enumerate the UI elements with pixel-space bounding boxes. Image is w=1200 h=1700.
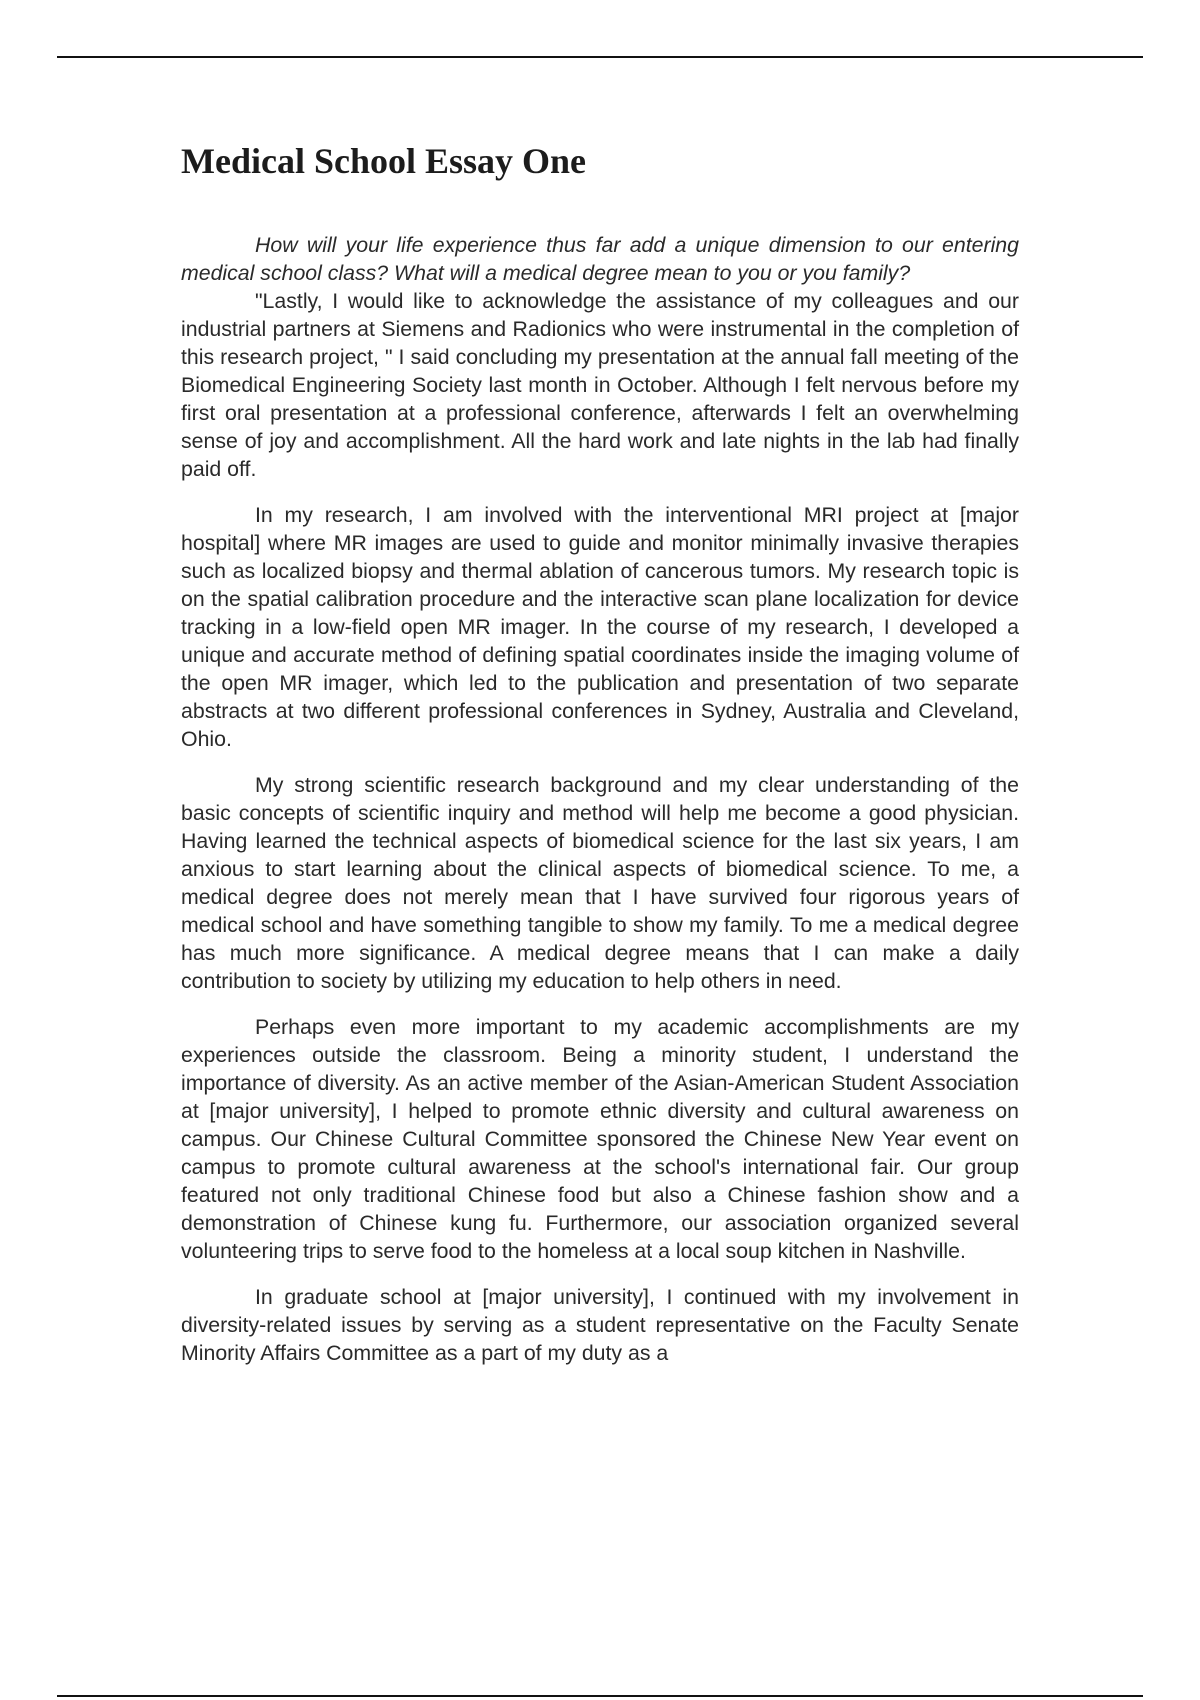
document-title: Medical School Essay One [181, 141, 587, 181]
paragraph-4: Perhaps even more important to my academic accomplishments are my experiences outside the classroom. Being a minority student, I understand the importance of diversity. As an active member of the Asian-American Student Association at [major university], I helped to promote ethnic diversity and cultural awareness on campus. Our Chinese Cultural Committee sponsored the Chinese New Year event on campus to promote cultural awareness at the school's international fair. Our group featured not only traditional Chinese food but also a Chinese fashion show and a demonstration of Chinese kung fu. Furthermore, our association organized several volunteering trips to serve food to the homeless at a local soup kitchen in Nashville. [181, 1015, 1019, 1264]
paragraph-5: In graduate school at [major university], I continued with my involvement in diversity-related issues by serving as a student representative on the Faculty Senate Minority Affairs Committee as a part of my duty as a [181, 1285, 1019, 1366]
essay-prompt: How will your life experience thus far add a unique dimension to our entering medical school class? What will a medical degree mean to you or you family? [181, 233, 1019, 286]
page-content [181, 140, 1019, 1385]
paragraph-2: In my research, I am involved with the interventional MRI project at [major hospital] where MR images are used to guide and monitor minimally invasive therapies such as localized biopsy and thermal ablation of cancerous tumors. My research topic is on the spatial calibration procedure and the interactive scan plane localization for device tracking in a low-field open MR imager. In the course of my research, I developed a unique and accurate method of defining spatial coordinates inside the imaging volume of the open MR imager, which led to the publication and presentation of two separate abstracts at two different professional conferences in Sydney, Australia and Cleveland, Ohio. [181, 503, 1019, 752]
paragraph-3: My strong scientific research background and my clear understanding of the basic concepts of scientific inquiry and method will help me become a good physician. Having learned the technical aspects of biomedical science for the last six years, I am anxious to start learning about the clinical aspects of biomedical science. To me, a medical degree does not merely mean that I have survived four rigorous years of medical school and have something tangible to show my family. To me a medical degree has much more significance. A medical degree means that I can make a daily contribution to society by utilizing my education to help others in need. [181, 773, 1019, 994]
top-divider [57, 56, 1143, 58]
bottom-divider [57, 1695, 1143, 1697]
paragraph-1: "Lastly, I would like to acknowledge the assistance of my colleagues and our industrial partners at Siemens and Radionics who were instrumental in the completion of this research project, " I said concluding my presentation at the annual fall meeting of the Biomedical Engineering Society last month in October. Although I felt nervous before my first oral presentation at a professional conference, afterwards I felt an overwhelming sense of joy and accomplishment. All the hard work and late nights in the lab had finally paid off. [181, 289, 1019, 482]
